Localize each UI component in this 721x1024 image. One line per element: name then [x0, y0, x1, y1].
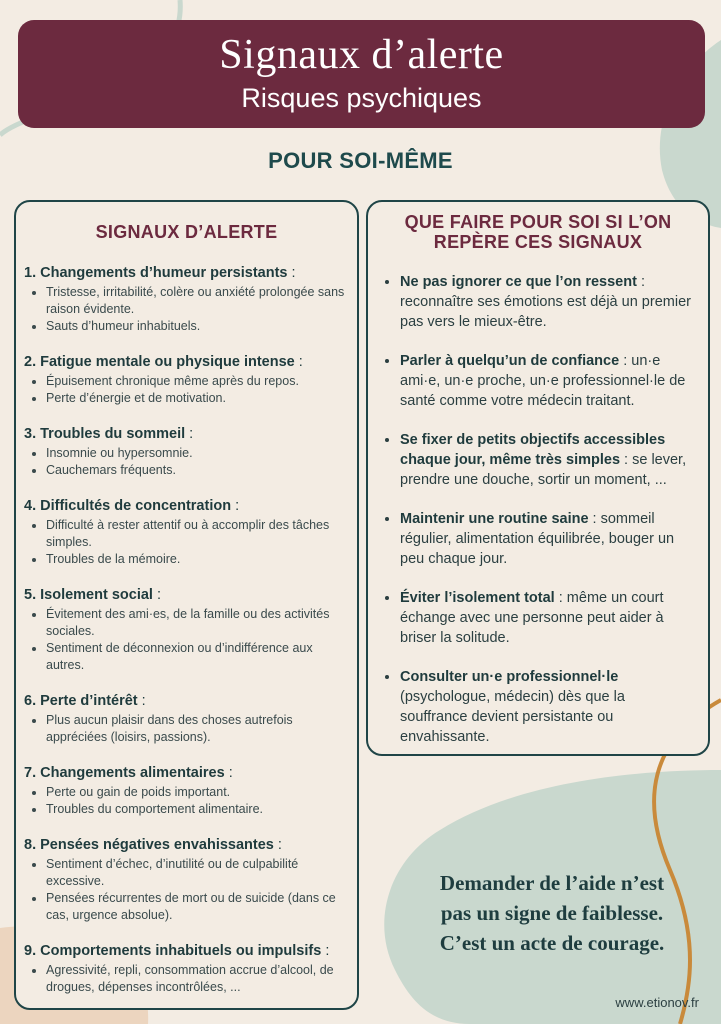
signal-item: • Perte d’énergie et de motivation. — [46, 390, 349, 407]
action-item — [400, 667, 696, 747]
action-item-text: : un·e ami·e, un·e proche, un·e professionnel·le de santé comme votre médecin traitant. — [400, 353, 686, 409]
action-item-title: Se fixer de petits objectifs accessibles chaque jour, même très simples — [400, 432, 666, 468]
signal-items — [24, 517, 349, 568]
signal-item: • Troubles de la mémoire. — [46, 551, 349, 568]
action-item-title: Consulter un·e professionnel·le — [400, 669, 619, 685]
signal-heading-text: 3. Troubles du sommeil — [24, 426, 186, 442]
signal-heading-colon: : — [287, 265, 296, 281]
header-banner — [18, 20, 705, 128]
signal-heading-text: 8. Pensées négatives envahissantes — [24, 837, 274, 853]
action-item-title: Ne pas ignorer ce que l’on ressent — [400, 274, 637, 290]
signal-items — [24, 962, 349, 996]
actions-list — [380, 272, 696, 747]
action-item-text: : reconnaître ses émotions est déjà un premier pas vers le mieux-être. — [400, 274, 691, 330]
encouragement-quote — [402, 868, 702, 958]
section-heading: POUR SOI-MÊME — [268, 148, 453, 173]
signal-heading-text: 1. Changements d’humeur persistants — [24, 265, 288, 281]
signal-group — [24, 353, 349, 407]
signal-items — [24, 373, 349, 407]
signal-group — [24, 836, 349, 924]
signal-item: • Troubles du comportement alimentaire. — [46, 801, 349, 818]
signal-heading-text: 9. Comportements inhabituels ou impulsifs — [24, 943, 322, 959]
quote-line: pas un signe de faiblesse. — [440, 901, 664, 925]
signal-item: • Difficulté à rester attentif ou à accomplir des tâches simples. — [46, 517, 349, 551]
signal-group — [24, 264, 349, 335]
signal-heading-colon: : — [294, 354, 303, 370]
signal-item: • Tristesse, irritabilité, colère ou anxiété prolongée sans raison évidente. — [46, 284, 349, 318]
action-item-title: Parler à quelqu’un de confiance — [400, 353, 620, 369]
action-item-text: : même un court échange avec une personne peut aider à briser la solitude. — [400, 590, 664, 646]
website-url: www.etionov.fr — [615, 995, 699, 1010]
signal-heading-colon: : — [231, 498, 240, 514]
action-item — [400, 430, 696, 490]
signal-item: • Plus aucun plaisir dans des choses autrefois appréciées (loisirs, passions). — [46, 712, 349, 746]
signal-items — [24, 606, 349, 674]
signal-group — [24, 692, 349, 746]
signals-panel — [14, 200, 359, 1010]
action-item-title: Maintenir une routine saine — [400, 511, 589, 527]
signal-items — [24, 284, 349, 335]
signal-items — [24, 856, 349, 924]
signal-item: • Évitement des ami·es, de la famille ou des activités sociales. — [46, 606, 349, 640]
signal-item: • Sentiment d’échec, d’inutilité ou de culpabilité excessive. — [46, 856, 349, 890]
signal-heading-text: 2. Fatigue mentale ou physique intense — [24, 354, 295, 370]
action-item-text: : se lever, prendre une douche, sortir un moment, ... — [400, 452, 687, 488]
signal-heading-text: 6. Perte d’intérêt — [24, 693, 138, 709]
signal-items — [24, 712, 349, 746]
signal-heading — [24, 586, 349, 604]
signal-item: • Perte ou gain de poids important. — [46, 784, 349, 801]
signal-heading — [24, 836, 349, 854]
signal-item: • Cauchemars fréquents. — [46, 462, 349, 479]
signal-group — [24, 586, 349, 674]
signal-heading — [24, 942, 349, 960]
signal-heading — [24, 764, 349, 782]
action-item — [400, 351, 696, 411]
signal-group — [24, 942, 349, 996]
signal-item: • Sauts d’humeur inhabituels. — [46, 318, 349, 335]
signal-item: • Insomnie ou hypersomnie. — [46, 445, 349, 462]
signal-item: • Épuisement chronique même après du repos. — [46, 373, 349, 390]
signal-group — [24, 425, 349, 479]
action-item — [400, 272, 696, 332]
page-title: Signaux d’alerte — [219, 32, 504, 78]
action-item-title: Éviter l’isolement total — [400, 590, 555, 606]
actions-panel — [366, 200, 710, 756]
action-item — [400, 509, 696, 569]
signal-heading — [24, 425, 349, 443]
signal-heading-colon: : — [273, 837, 282, 853]
signal-item: • Sentiment de déconnexion ou d’indifférence aux autres. — [46, 640, 349, 674]
signal-item: • Agressivité, repli, consommation accrue d’alcool, de drogues, dépenses incontrôlées, ... — [46, 962, 349, 996]
quote-line: C’est un acte de courage. — [439, 931, 665, 955]
signal-heading-text: 7. Changements alimentaires — [24, 765, 225, 781]
signal-items — [24, 445, 349, 479]
signal-heading-colon: : — [224, 765, 233, 781]
signal-heading-text: 4. Difficultés de concentration — [24, 498, 232, 514]
quote-line: Demander de l’aide n’est — [439, 871, 665, 895]
signal-heading-colon: : — [152, 587, 162, 603]
signal-heading — [24, 692, 349, 710]
signal-heading-colon: : — [185, 426, 194, 442]
signal-heading — [24, 497, 349, 515]
signal-heading — [24, 264, 349, 282]
signal-items — [24, 784, 349, 818]
signal-group — [24, 497, 349, 568]
signals-panel-title: SIGNAUX D’ALERTE — [95, 222, 278, 242]
action-item-text: (psychologue, médecin) dès que la souffrance devient persistante ou envahissante. — [400, 689, 625, 745]
action-item-text: : sommeil régulier, alimentation équilibrée, bouger un peu chaque jour. — [400, 511, 675, 567]
signal-group — [24, 764, 349, 818]
signal-heading-colon: : — [137, 693, 146, 709]
actions-panel-title: QUE FAIRE POUR SOI SI L’ON REPÈRE CES SIGNAUX — [404, 212, 672, 252]
signal-heading-text: 5. Isolement social — [24, 587, 153, 603]
page-subtitle: Risques psychiques — [241, 83, 482, 113]
signal-item: • Pensées récurrentes de mort ou de suicide (dans ce cas, urgence absolue). — [46, 890, 349, 924]
signal-heading — [24, 353, 349, 371]
signals-list — [24, 264, 349, 996]
signal-heading-colon: : — [321, 943, 330, 959]
action-item — [400, 588, 696, 648]
